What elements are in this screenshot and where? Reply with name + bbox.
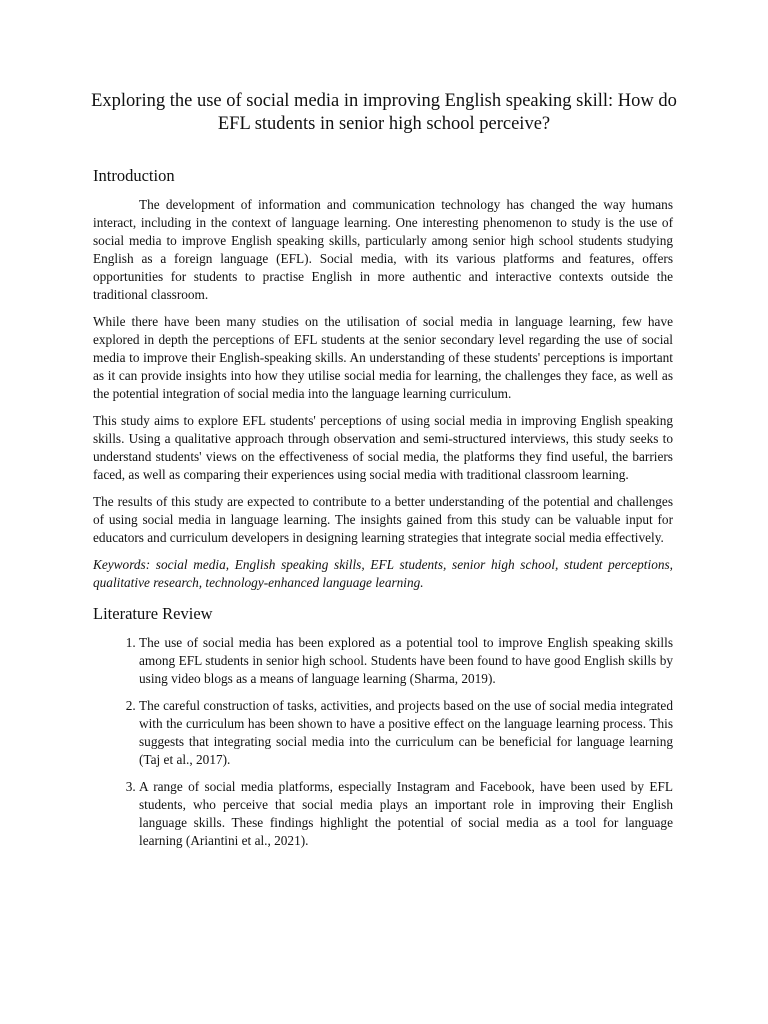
introduction-paragraph-2: While there have been many studies on the utilisation of social media in language learning, few have explored in depth the perceptions of EFL students at the senior secondary level regarding the use of social media to improve their English-speaking skills. An understanding of these students' perceptions is important as it can provide insights into how they utilise social media for learning, the challenges they face, as well as the potential integration of social media into the language learning curriculum. <box>93 314 673 401</box>
introduction-paragraph-1: The development of information and communication technology has changed the way humans interact, including in the context of language learning. One interesting phenomenon to study is the use of social media to improve English speaking skills, particularly among senior high school students studying English as a foreign language (EFL). Social media, with its various platforms and features, offers opportunities for students to practise English in more authentic and interactive contexts outside the traditional classroom. <box>93 197 673 302</box>
document-title: Exploring the use of social media in improving English speaking skill: How do EFL students in senior high school perceive? <box>91 91 677 134</box>
document-body <box>93 166 673 859</box>
literature-review-item-2: 2. The careful construction of tasks, activities, and projects based on the use of social media integrated with the curriculum has been shown to have a positive effect on the language learning process. This suggests that integrating social media into the curriculum can be beneficial for language learning (Taj et al., 2017). <box>139 697 673 769</box>
introduction-heading: Introduction <box>93 166 175 185</box>
literature-review-list <box>93 634 673 850</box>
literature-review-item-3: 3. A range of social media platforms, especially Instagram and Facebook, have been used by EFL students, who perceive that social media plays an important role in improving their English language skills. These findings highlight the potential of social media as a tool for language learning (Ariantini et al., 2021). <box>139 778 673 850</box>
introduction-paragraph-4: The results of this study are expected to contribute to a better understanding of the potential and challenges of using social media in language learning. The insights gained from this study can be valuable input for educators and curriculum developers in designing learning strategies that integrate social media effectively. <box>93 494 673 545</box>
literature-review-heading: Literature Review <box>93 604 213 623</box>
literature-review-item-1: 1. The use of social media has been explored as a potential tool to improve English speaking skills among EFL students in senior high school. Students have been found to have good English skills by using video blogs as a means of language learning (Sharma, 2019). <box>139 634 673 688</box>
keywords: Keywords: social media, English speaking skills, EFL students, senior high school, student perceptions, qualitative research, technology-enhanced language learning. <box>93 557 673 590</box>
introduction-paragraph-3: This study aims to explore EFL students' perceptions of using social media in improving English speaking skills. Using a qualitative approach through observation and semi-structured interviews, this study seeks to understand students' views on the effectiveness of social media, the platforms they find useful, the barriers faced, as well as comparing their experiences using social media with traditional classroom learning. <box>93 413 673 482</box>
